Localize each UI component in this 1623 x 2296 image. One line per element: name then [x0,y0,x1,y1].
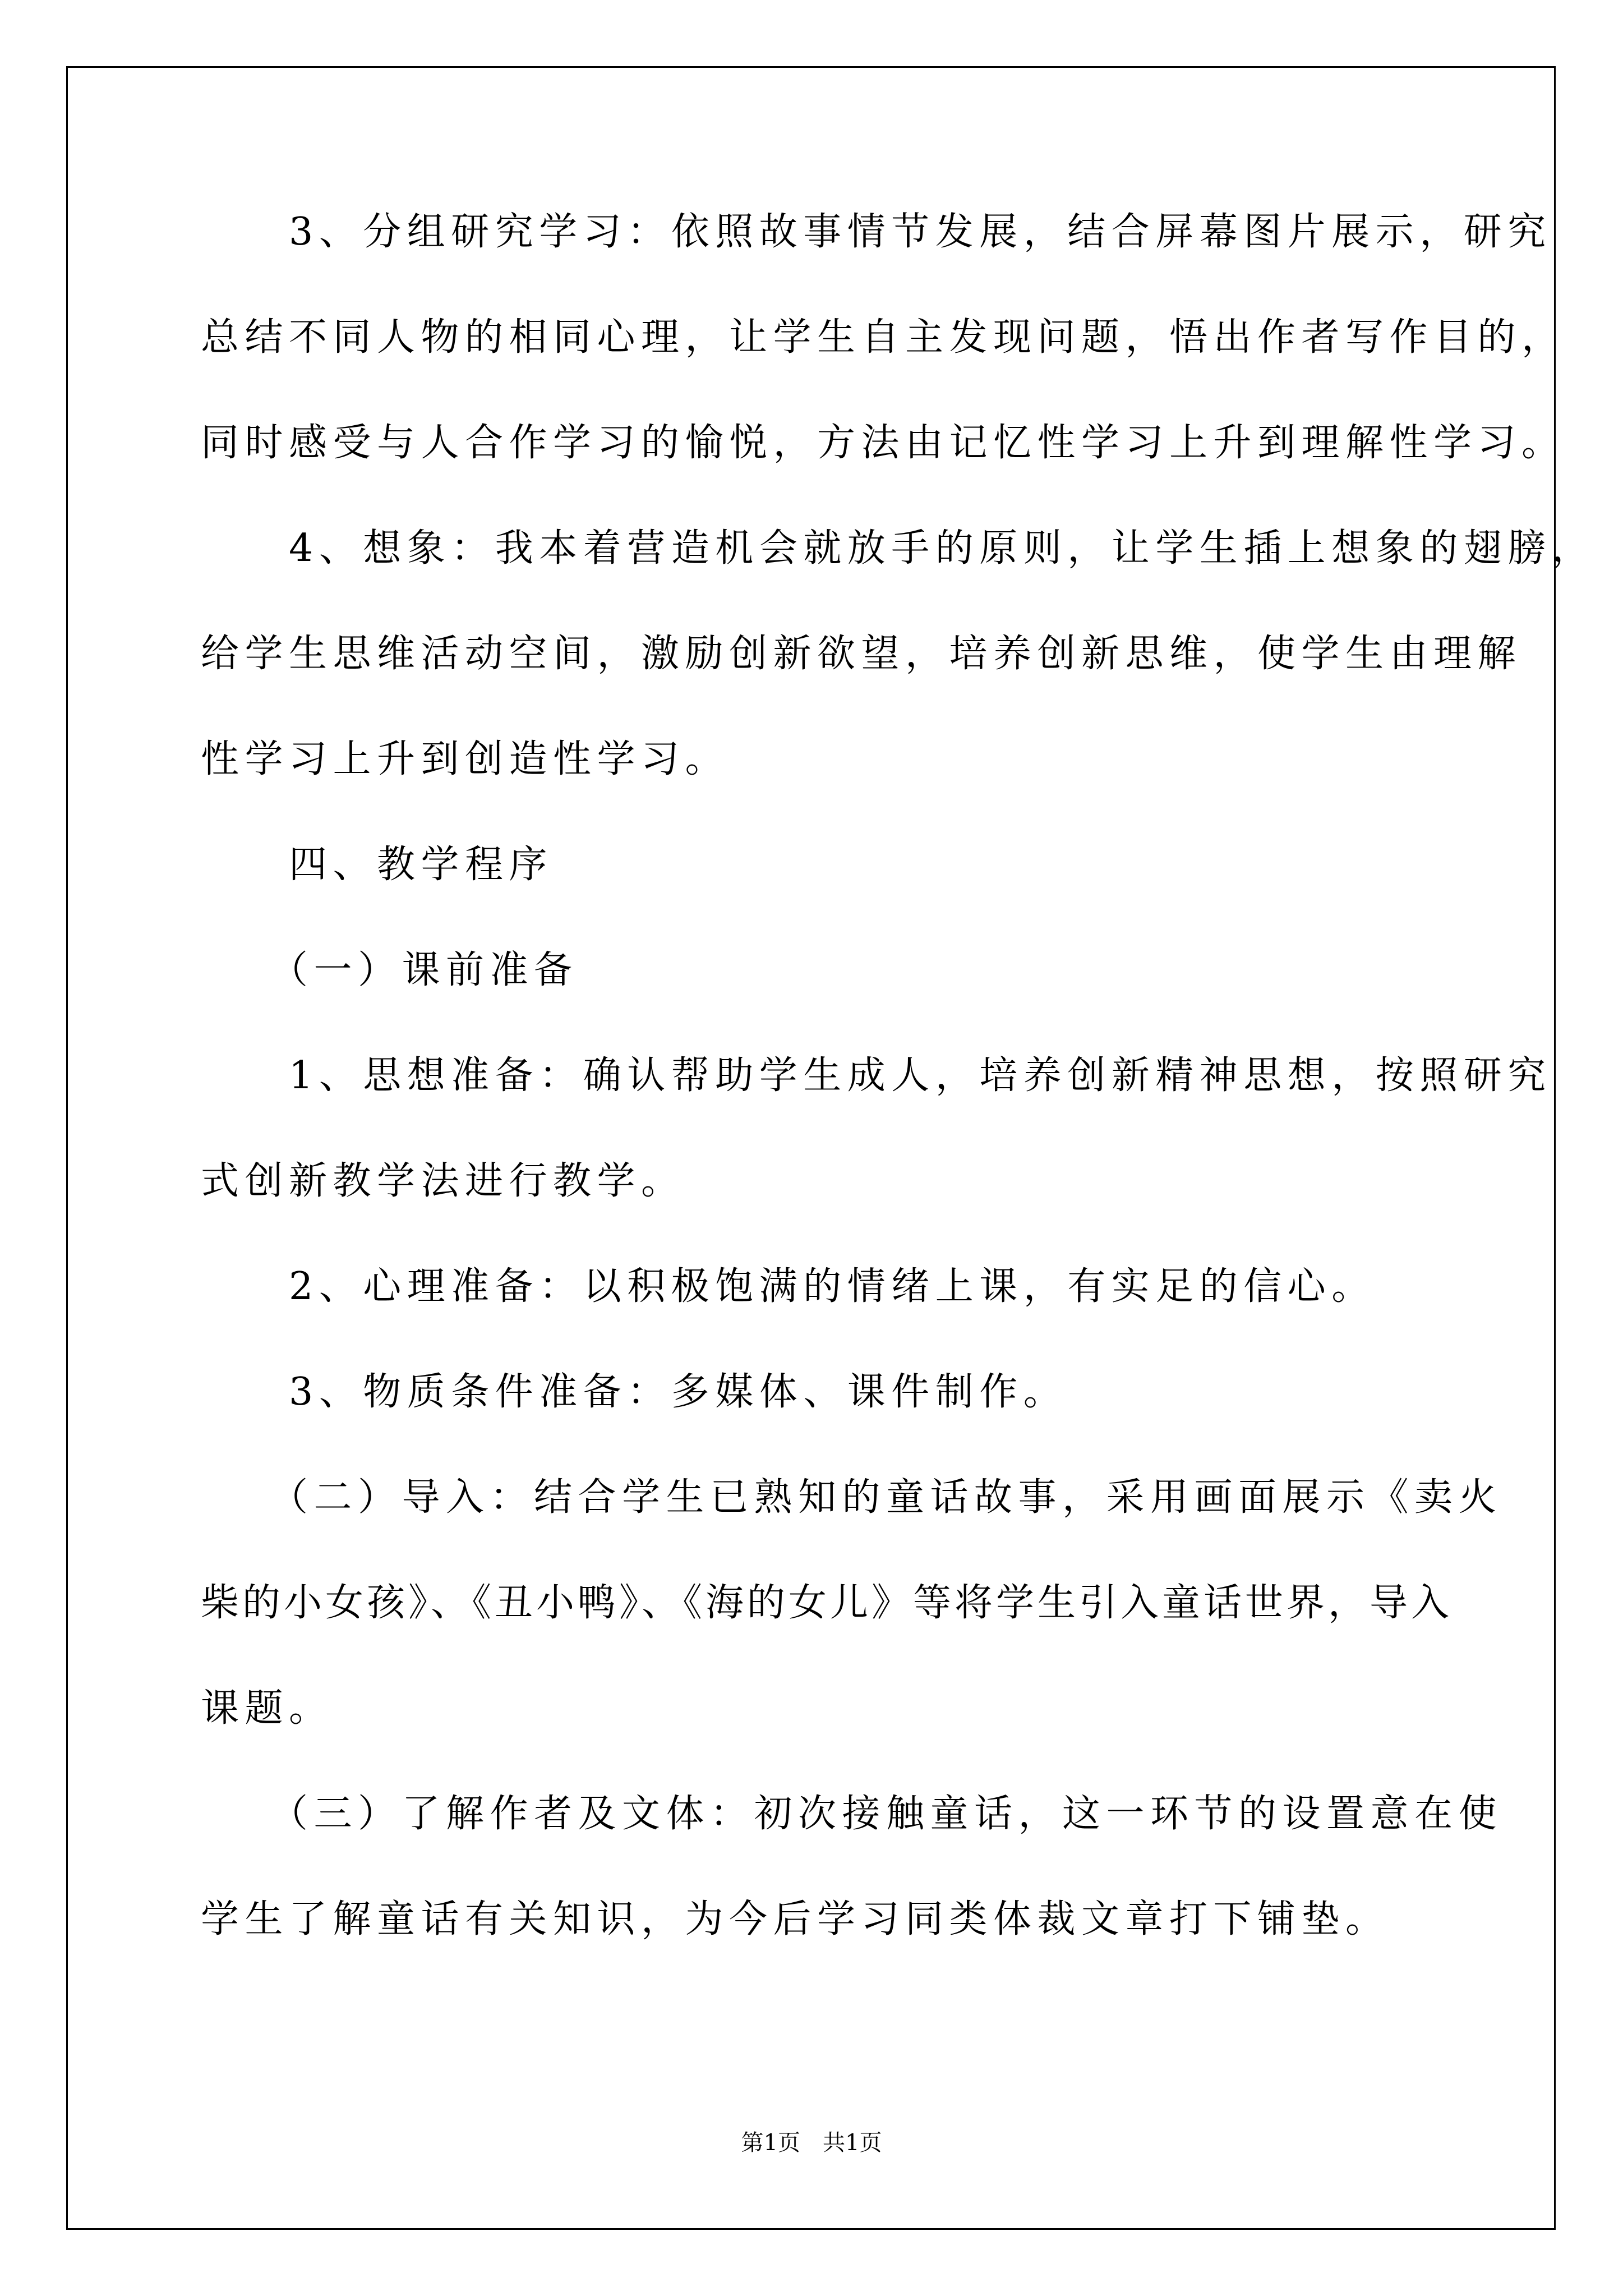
paragraph-line: 式创新教学法进行教学。 [201,1159,685,1203]
paragraph-line: （二）导入：结合学生已熟知的童话故事，采用画面展示《卖火 [201,1475,1503,1520]
paragraph-line: 柴的小女孩》、《丑小鸭》、《海的女儿》等将学生引入童话世界，导入 [201,1581,1453,1625]
paragraph-line: 1、思想准备：确认帮助学生成人，培养创新精神思想，按照研究 [201,1053,1552,1098]
paragraph-line: 3、分组研究学习：依照故事情节发展，结合屏幕图片展示，研究 [201,210,1552,254]
paragraph-line: 性学习上升到创造性学习。 [201,737,730,781]
section-heading: 四、教学程序 [201,843,554,887]
paragraph-line: 学生了解童话有关知识，为今后学习同类体裁文章打下铺垫。 [201,1897,1390,1941]
page-footer: 第1页 共1页 [741,2130,882,2156]
paragraph-line: 总结不同人物的相同心理，让学生自主发现问题，悟出作者写作目的， [201,315,1566,360]
paragraph-line: 课题。 [201,1686,333,1731]
paragraph-line: （三）了解作者及文体：初次接触童话，这一环节的设置意在使 [201,1792,1503,1836]
paragraph-line: 4、想象：我本着营造机会就放手的原则，让学生插上想象的翅膀， [201,526,1596,570]
paragraph-line: 给学生思维活动空间，激励创新欲望，培养创新思维，使学生由理解 [201,632,1522,676]
paragraph-line: 同时感受与人合作学习的愉悦，方法由记忆性学习上升到理解性学习。 [201,421,1566,465]
paragraph-line: 2、心理准备：以积极饱满的情绪上课，有实足的信心。 [201,1264,1376,1309]
paragraph-line: 3、物质条件准备：多媒体、课件制作。 [201,1370,1068,1414]
subsection-heading: （一）课前准备 [201,948,578,992]
